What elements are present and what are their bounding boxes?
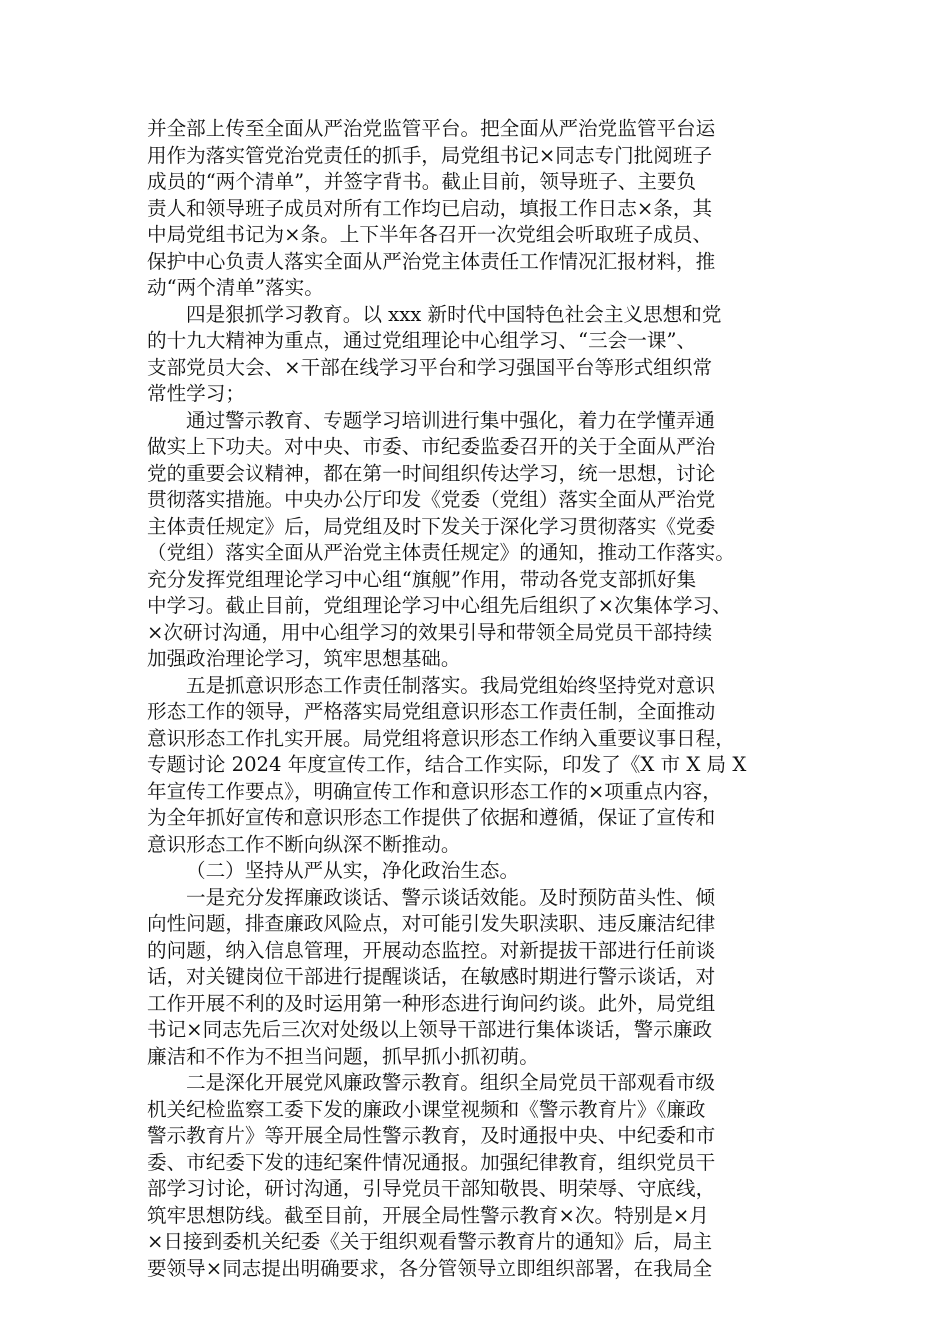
text-line: 并全部上传至全面从严治党监管平台。把全面从严治党监管平台运 (147, 117, 716, 140)
text-line: 警示教育片》等开展全局性警示教育，及时通报中央、中纪委和市 (147, 1124, 716, 1147)
text-line: 通过警示教育、专题学习培训进行集中强化，着力在学懂弄通 (186, 408, 716, 432)
text-line: 廉洁和不作为不担当问题，抓早抓小抓初萌。 (147, 1044, 539, 1068)
text-line: 书记×同志先后三次对处级以上领导干部进行集体谈话，警示廉政 (147, 1018, 713, 1041)
text-line: 保护中心负责人落实全面从严治党主体责任工作情况汇报材料，推 (147, 249, 716, 273)
text-line: 贯彻落实措施。中央办公厅印发《党委（党组）落实全面从严治党 (147, 488, 716, 511)
text-line: （党组）落实全面从严治党主体责任规定》的通知，推动工作落实。 (147, 541, 735, 564)
text-line: 要领导×同志提出明确要求，各分管领导立即组织部署，在我局全 (147, 1256, 713, 1280)
text-line: 二是深化开展党风廉政警示教育。组织全局党员干部观看市级 (186, 1071, 716, 1094)
text-line: 工作开展不利的及时运用第一种形态进行询问约谈。此外，局党组 (147, 991, 716, 1015)
document-body (147, 116, 807, 1282)
text-line: 党的重要会议精神，都在第一时间组织传达学习，统一思想，讨论 (147, 461, 716, 485)
text-line: 中学习。截止目前，党组理论学习中心组先后组织了×次集体学习、 (147, 594, 732, 617)
text-line: 的十九大精神为重点，通过党组理论中心组学习、“三会一课”、 (147, 329, 697, 352)
text-line: ×日接到委机关纪委《关于组织观看警示教育片的通知》后，局主 (147, 1230, 713, 1253)
text-line: 委、市纪委下发的违纪案件情况通报。加强纪律教育，组织党员干 (147, 1150, 716, 1174)
text-line: 做实上下功夫。对中央、市委、市纪委监委召开的关于全面从严治 (147, 435, 716, 458)
text-line: 动“两个清单”落实。 (147, 276, 324, 299)
text-line: 意识形态工作扎实开展。局党组将意识形态工作纳入重要议事日程， (147, 726, 735, 750)
text-line: 主体责任规定》后，局党组及时下发关于深化学习贯彻落实《党委 (147, 514, 716, 538)
text-line: 用作为落实管党治党责任的抓手，局党组书记×同志专门批阅班子 (147, 143, 713, 167)
text-line: 中局党组书记为×条。上下半年各召开一次党组会听取班子成员、 (147, 223, 713, 246)
text-line: 年宣传工作要点》，明确宣传工作和意识形态工作的×项重点内容， (147, 779, 722, 803)
text-line: 部学习讨论，研讨沟通，引导党员干部知敬畏、明荣辱、守底线， (147, 1177, 716, 1200)
text-line: 常性学习； (147, 382, 245, 405)
text-line: 专题讨论 2024 年度宣传工作，结合工作实际，印发了《X 市 X 局 X (147, 753, 747, 776)
text-line: 为全年抓好宣传和意识形态工作提供了依据和遵循，保证了宣传和 (147, 806, 716, 829)
text-line: 加强政治理论学习，筑牢思想基础。 (147, 647, 461, 670)
text-line: 意识形态工作不断向纵深不断推动。 (147, 832, 461, 856)
text-line: （二）坚持从严从实，净化政治生态。 (186, 859, 520, 882)
text-line: 机关纪检监察工委下发的廉政小课堂视频和《警示教育片》《廉政 (147, 1097, 706, 1121)
text-line: ×次研讨沟通，用中心组学习的效果引导和带领全局党员干部持续 (147, 620, 713, 644)
text-line: 支部党员大会、×干部在线学习平台和学习强国平台等形式组织常 (147, 355, 713, 379)
text-line: 筑牢思想防线。截至目前，开展全局性警示教育×次。特别是×月 (147, 1203, 709, 1227)
text-line: 充分发挥党组理论学习中心组“旗舰”作用，带动各党支部抓好集 (147, 567, 697, 591)
text-line: 话，对关键岗位干部进行提醒谈话，在敏感时期进行警示谈话，对 (147, 965, 716, 988)
text-line: 五是抓意识形态工作责任制落实。我局党组始终坚持党对意识 (186, 673, 716, 697)
text-line: 一是充分发挥廉政谈话、警示谈话效能。及时预防苗头性、倾 (186, 885, 716, 909)
text-line: 成员的“两个清单”，并签字背书。截止目前，领导班子、主要负 (147, 170, 697, 193)
text-line: 四是狠抓学习教育。以 xxx 新时代中国特色社会主义思想和党 (186, 302, 722, 326)
text-line: 形态工作的领导，严格落实局党组意识形态工作责任制，全面推动 (147, 700, 716, 723)
text-line: 向性问题，排查廉政风险点，对可能引发失职渎职、违反廉洁纪律 (147, 912, 716, 935)
text-line: 的问题，纳入信息管理，开展动态监控。对新提拔干部进行任前谈 (147, 938, 716, 962)
text-line: 责人和领导班子成员对所有工作均已启动，填报工作日志×条，其 (147, 196, 713, 220)
